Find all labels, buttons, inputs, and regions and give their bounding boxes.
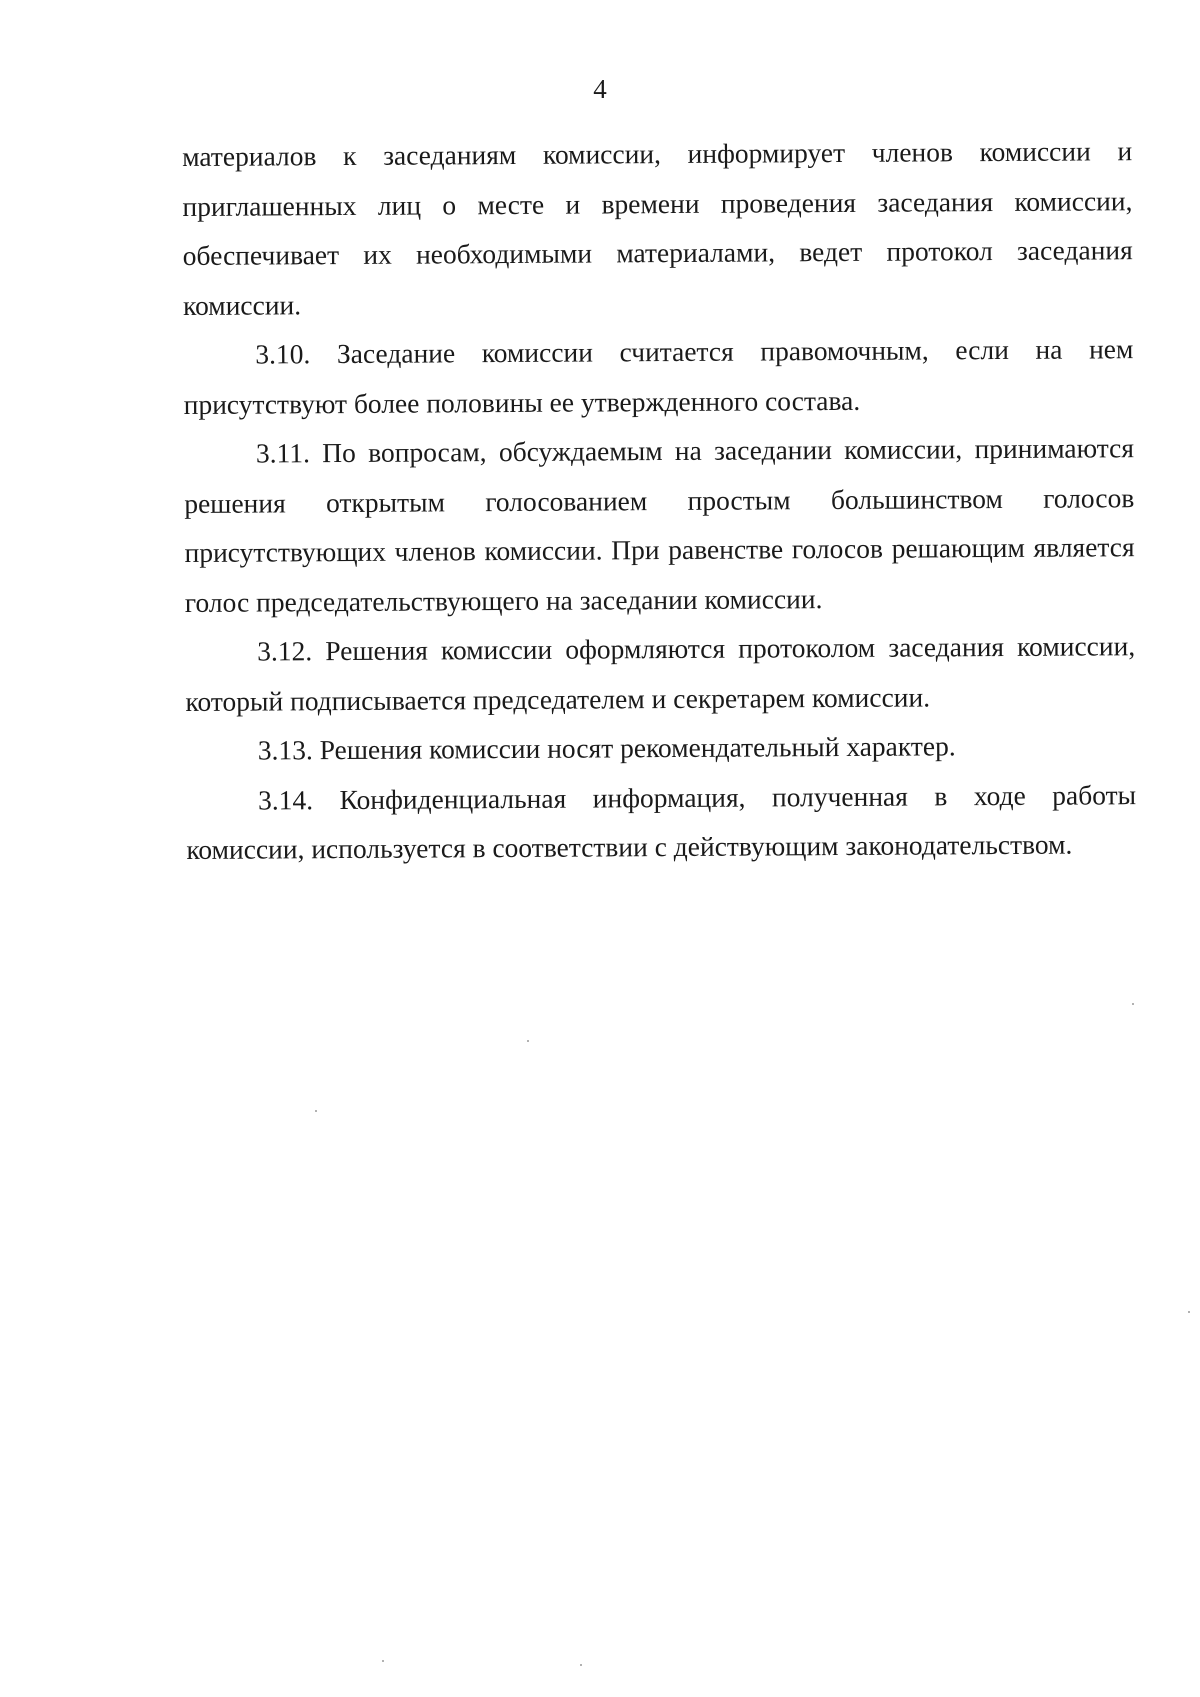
scan-speck: [315, 1110, 317, 1112]
paragraph-3-13: 3.13. Решения комиссии носят рекомендательный характер.: [257, 730, 956, 766]
page-number: 4: [593, 74, 607, 104]
scan-speck: [1188, 1311, 1190, 1313]
scan-speck: [527, 1040, 529, 1042]
paragraph-continuation: материалов к заседаниям комиссии, информирует членов комиссии и приглашенных лиц о месте и времени проведения заседания комиссии, обеспечивает их необходимыми материалами, ведет протокол заседания комиссии.: [182, 135, 1133, 321]
paragraph-3-14: 3.14. Конфиденциальная информация, полученная в ходе работы комиссии, используется в соответствии с действующим законодательством.: [186, 778, 1137, 865]
scan-speck: [382, 1660, 384, 1662]
document-body: [182, 126, 1137, 874]
paragraph-3-10: 3.10. Заседание комиссии считается правомочным, если на нем присутствуют более половины ее утвержденного состава.: [183, 333, 1134, 420]
scan-speck: [1132, 1003, 1134, 1005]
paragraph-3-11: 3.11. По вопросам, обсуждаемым на заседании комиссии, принимаются решения открытым голосованием простым большинством голосов присутствующих членов комиссии. При равенстве голосов решающим является голос председательствующего на заседании комиссии.: [184, 432, 1135, 618]
scan-speck: [580, 1664, 582, 1666]
paragraph-3-12: 3.12. Решения комиссии оформляются протоколом заседания комиссии, который подписывается председателем и секретарем комиссии.: [185, 630, 1136, 717]
